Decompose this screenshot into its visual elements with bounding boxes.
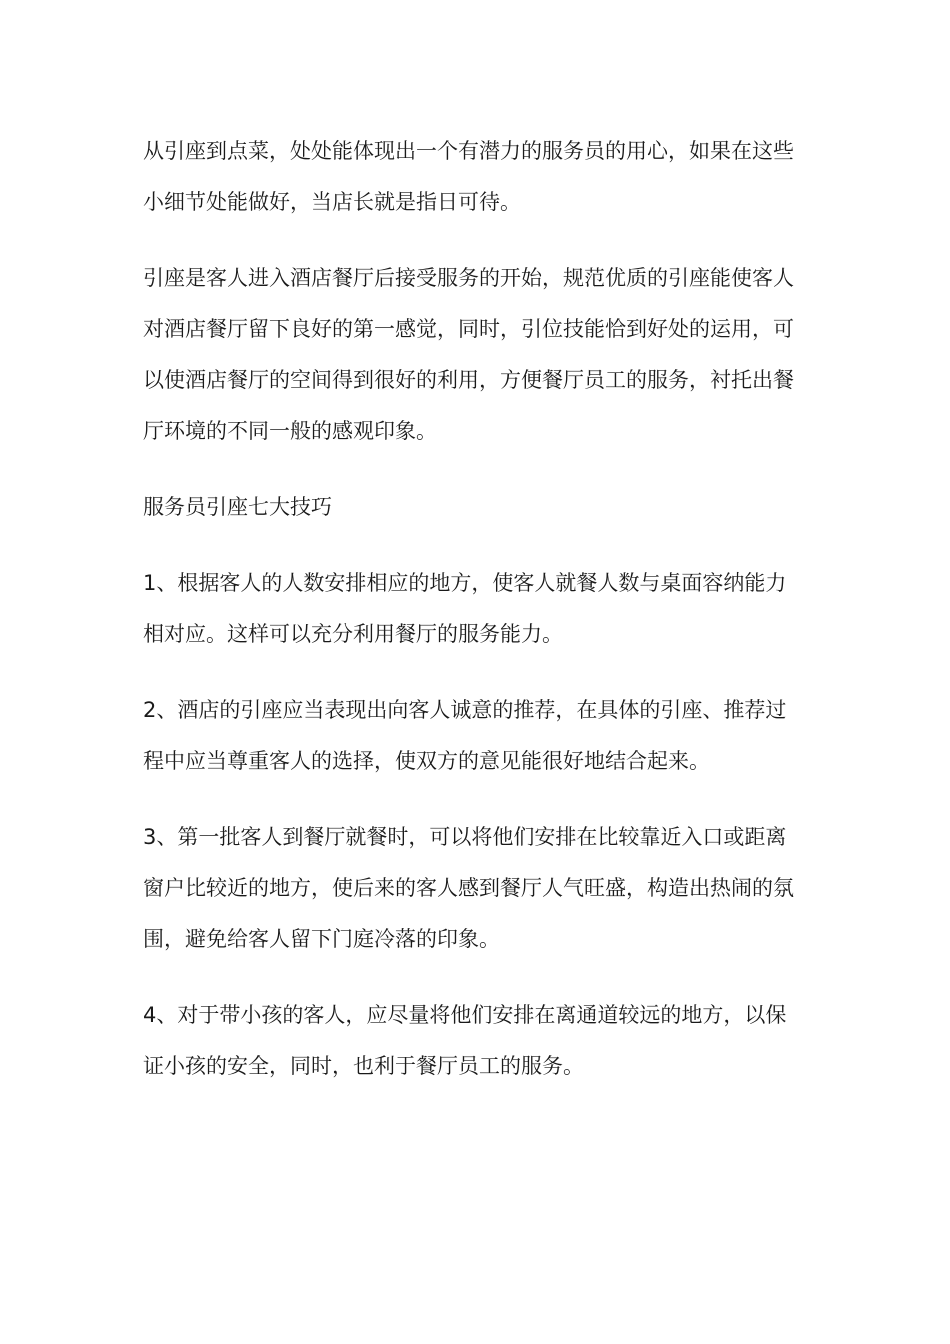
section-heading — [143, 482, 811, 533]
text-line: 引座是客人进入酒店餐厅后接受服务的开始，规范优质的引座能使客人 — [143, 266, 794, 290]
document-body — [143, 126, 811, 1117]
tip-item-1 — [143, 558, 811, 660]
paragraph-overview — [143, 253, 811, 457]
text-line: 从引座到点菜，处处能体现出一个有潜力的服务员的用心，如果在这些 — [143, 139, 794, 163]
paragraph-intro — [143, 126, 811, 228]
text-line: 以使酒店餐厅的空间得到很好的利用，方便餐厅员工的服务，衬托出餐 — [143, 368, 794, 392]
tip-item-4 — [143, 990, 811, 1092]
text-line: 2、酒店的引座应当表现出向客人诚意的推荐，在具体的引座、推荐过 — [143, 698, 787, 722]
text-line: 厅环境的不同一般的感观印象。 — [143, 419, 437, 443]
text-line: 围，避免给客人留下门庭冷落的印象。 — [143, 927, 500, 951]
text-line: 证小孩的安全，同时，也利于餐厅员工的服务。 — [143, 1054, 584, 1078]
text-line: 3、第一批客人到餐厅就餐时，可以将他们安排在比较靠近入口或距离 — [143, 825, 787, 849]
text-line: 小细节处能做好，当店长就是指日可待。 — [143, 190, 521, 214]
text-line: 1、根据客人的人数安排相应的地方，使客人就餐人数与桌面容纳能力 — [143, 571, 787, 595]
tip-item-3 — [143, 812, 811, 965]
text-line: 窗户比较近的地方，使后来的客人感到餐厅人气旺盛，构造出热闹的氛 — [143, 876, 794, 900]
text-line: 对酒店餐厅留下良好的第一感觉，同时，引位技能恰到好处的运用，可 — [143, 317, 794, 341]
text-line: 程中应当尊重客人的选择，使双方的意见能很好地结合起来。 — [143, 749, 710, 773]
heading-text: 服务员引座七大技巧 — [143, 495, 332, 519]
text-line: 4、对于带小孩的客人，应尽量将他们安排在离通道较远的地方，以保 — [143, 1003, 787, 1027]
tip-item-2 — [143, 685, 811, 787]
text-line: 相对应。这样可以充分利用餐厅的服务能力。 — [143, 622, 563, 646]
